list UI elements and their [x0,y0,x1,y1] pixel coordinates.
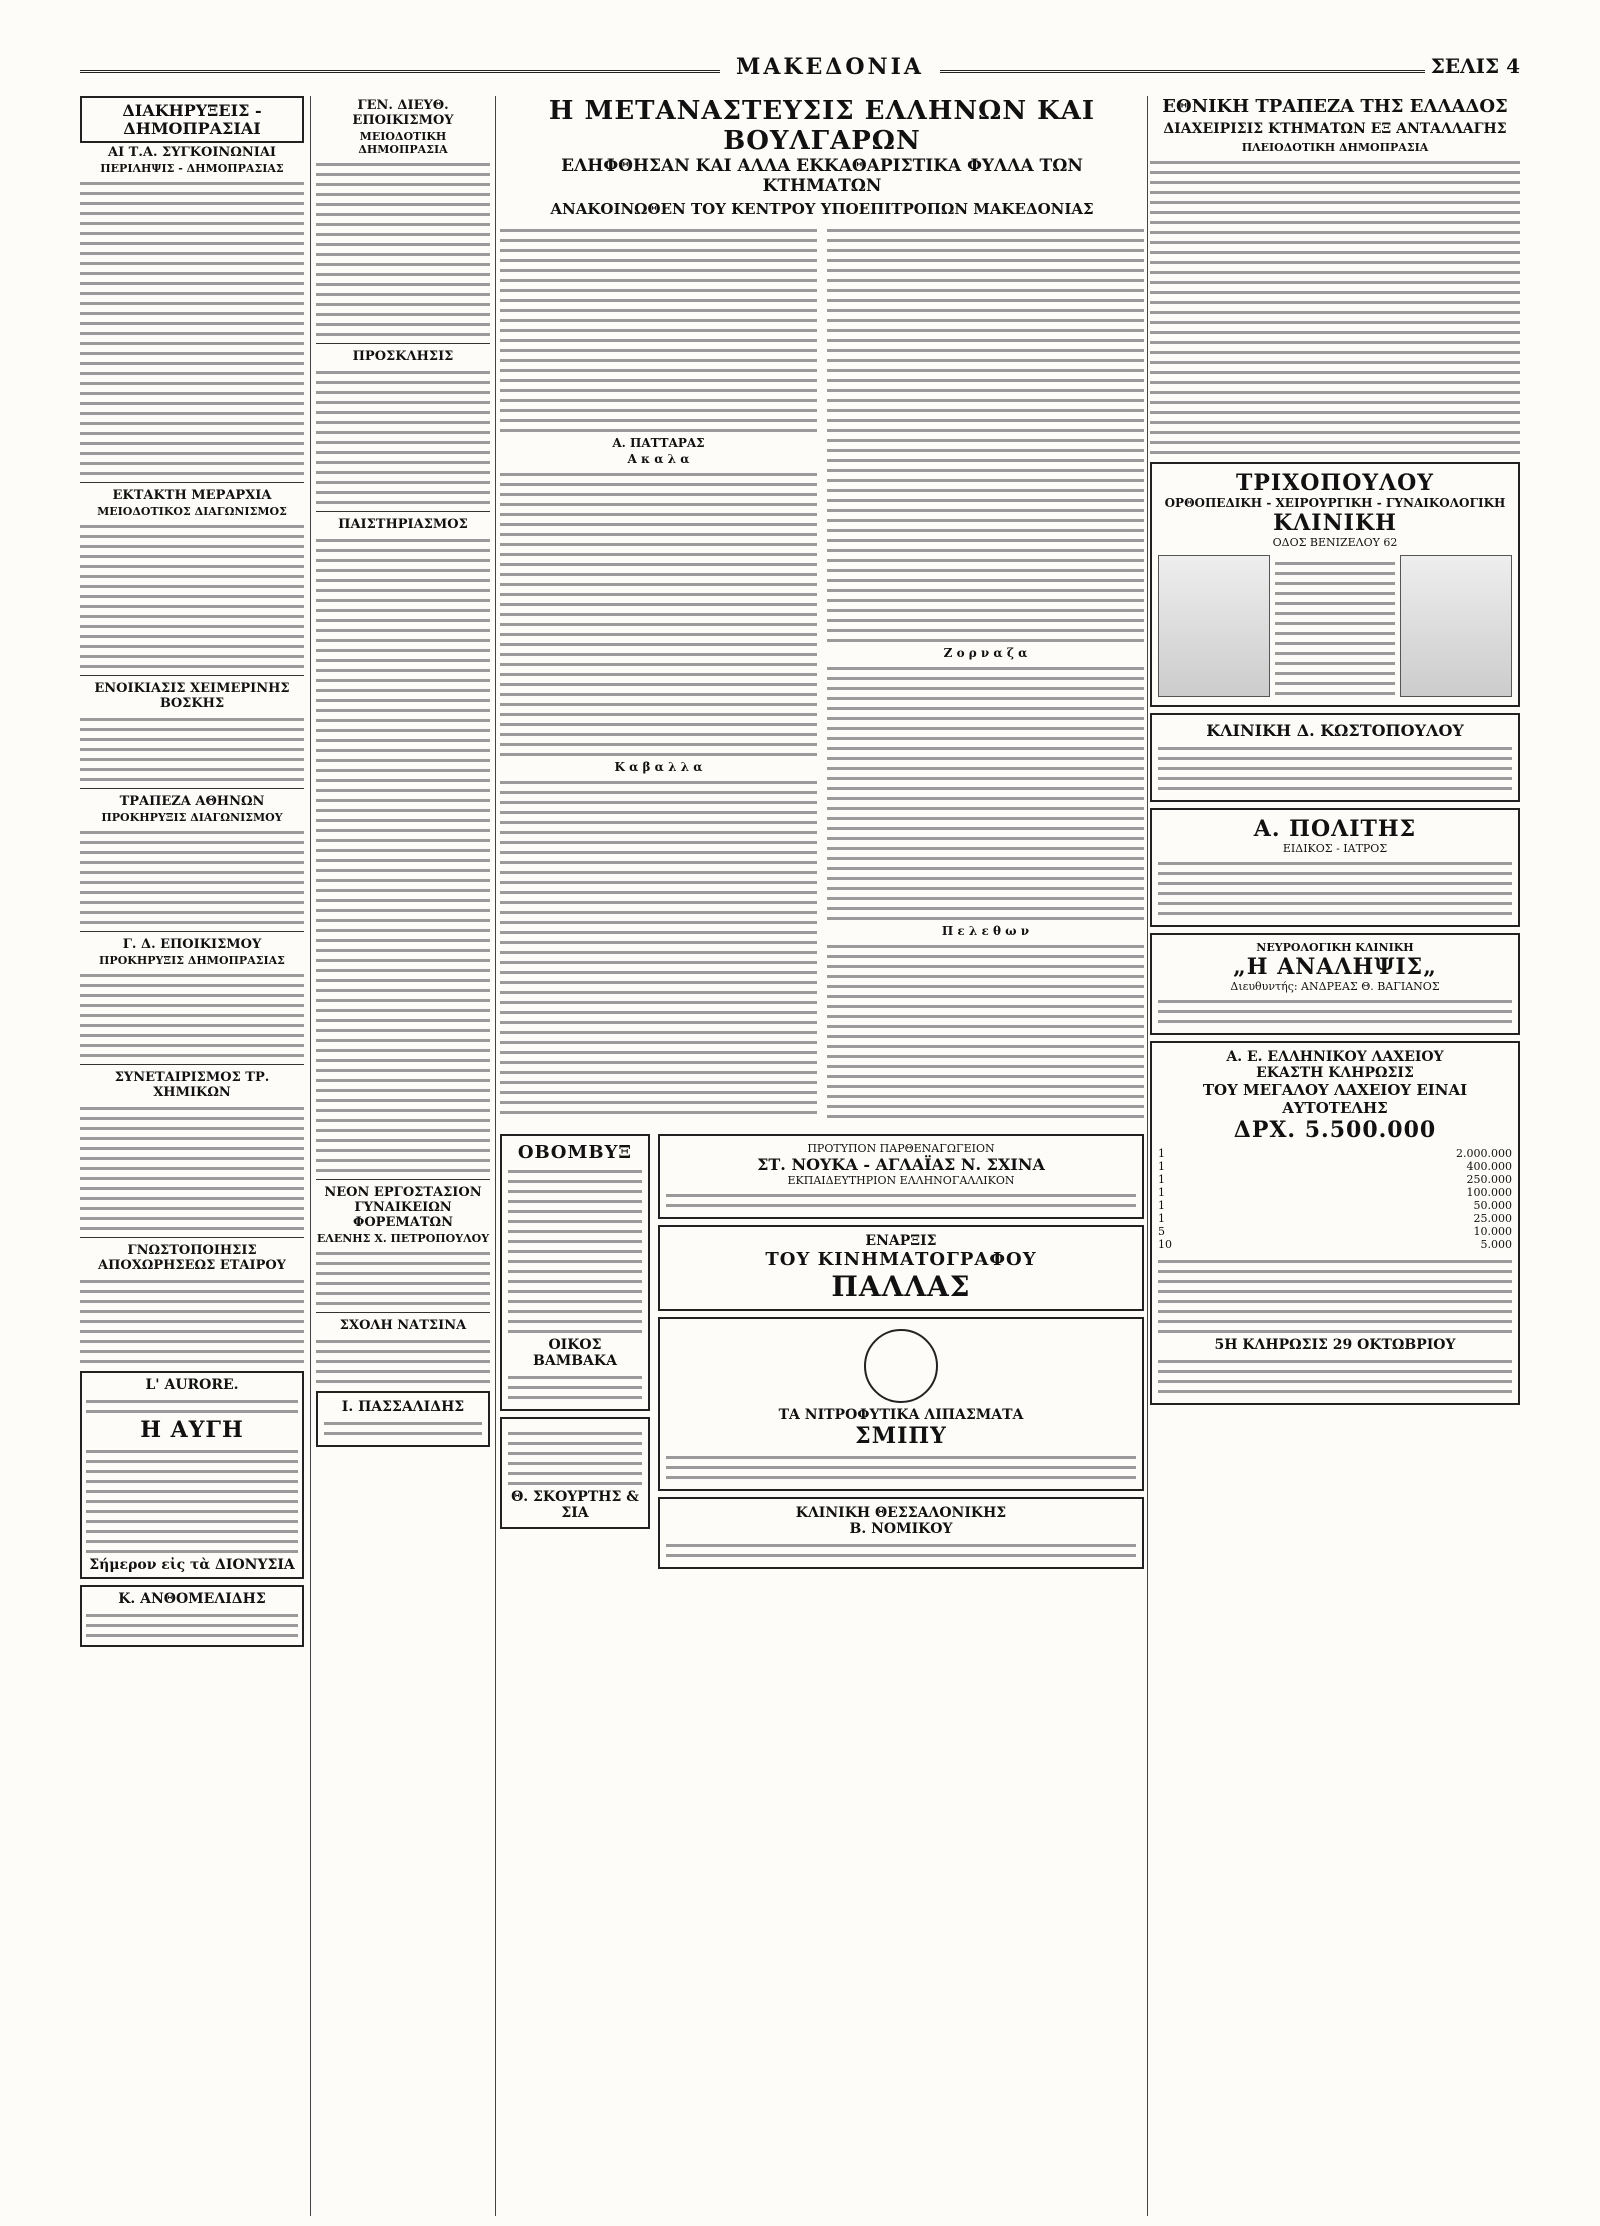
list-column-right [827,222,1144,1122]
notice-title: ΠΡΟΣΚΛΗΣΙΣ [352,349,454,364]
list-entries [827,940,1144,1120]
notice-title: ΑΙ Τ.Α. ΣΥΓΚΟΙΝΩΝΙΑΙ [107,145,277,161]
notice-school [316,1318,490,1385]
notice-text [80,713,304,783]
ad-text [508,1371,642,1401]
prize-amount: 50.000 [1473,1199,1512,1212]
ad-clinic-kostopoulou [1150,713,1520,802]
list-entries [827,662,1144,922]
prize-amount: 25.000 [1473,1212,1512,1225]
notice-factory [316,1185,490,1307]
ad-skourtis [500,1417,650,1529]
ad-text [666,1451,1136,1481]
section-banner: ΔΙΑΚΗΡΥΞΕΙΣ - ΔΗΜΟΠΡΑΣΙΑΙ [80,96,304,143]
clinic2-name: ΚΛΙΝΙΚΗ Δ. ΚΩΣΤΟΠΟΥΛΟΥ [1206,721,1464,740]
ad-dionysia: Σήμερον εἰς τὰ ΔΙΟΝΥΣΙΑ [89,1557,295,1574]
notice-title: ΣΥΝΕΤΑΙΡΙΣΜΟΣ ΤΡ. ΧΗΜΙΚΩΝ [114,1070,270,1101]
lottery-amount: ΔΡΧ. 5.500.000 [1233,1117,1437,1143]
ad-text [666,1189,1136,1209]
ad-text [86,1609,298,1639]
column-notices [316,96,490,1453]
ad-text [1158,1255,1512,1335]
notice-title: ΝΕΟΝ ΕΡΓΟΣΤΑΣΙΟΝ ΓΥΝΑΙΚΕΙΩΝ ΦΟΡΕΜΑΤΩΝ [324,1185,482,1230]
ad-text [86,1395,298,1415]
ad-text [508,1427,642,1487]
notice-text [316,158,490,338]
ad-obomvyx-title: ΟΒΟΜΒΥΞ [517,1142,633,1163]
headline: Η ΜΕΤΑΝΑΣΤΕΥΣΙΣ ΕΛΛΗΝΩΝ ΚΑΙ ΒΟΥΛΓΑΡΩΝ [548,96,1096,156]
doctor-title: ΕΙΔΙΚΟΣ - ΙΑΤΡΟΣ [1282,842,1388,855]
list-entries [827,224,1144,644]
notice-national-bank [1150,96,1520,456]
prize-row [1158,1186,1512,1199]
notice-title: ΕΝΟΙΚΙΑΣΙΣ ΧΕΙΜΕΡΙΝΗΣ ΒΟΣΚΗΣ [94,681,290,712]
ad-doctor-politis [1150,808,1520,927]
neuro-title: ΝΕΥΡΟΛΟΓΙΚΗ ΚΛΙΝΙΚΗ [1256,941,1414,954]
notice-text [80,177,304,477]
notice-text [80,1102,304,1232]
prize-amount: 250.000 [1466,1173,1512,1186]
notice-title: Γ. Δ. ΕΠΟΙΚΙΣΜΟΥ [122,937,262,953]
masthead [80,54,1520,88]
ad-text [1158,995,1512,1025]
bank-subtitle: ΔΙΑΧΕΙΡΙΣΙΣ ΚΤΗΜΑΤΩΝ ΕΞ ΑΝΤΑΛΛΑΓΗΣ [1163,121,1507,137]
prize-count: 10 [1158,1238,1172,1251]
ad-fertilizer-name: ΣΜΙΠΥ [855,1423,947,1449]
notice-text [80,826,304,926]
prize-count: 1 [1158,1160,1165,1173]
notice-invitation [316,349,490,506]
doctor-name: Α. ΠΟΛΙΤΗΣ [1253,816,1417,842]
notice-cooperative [80,1070,304,1232]
ad-passalidis [316,1391,490,1447]
notice-title: ΕΚΤΑΚΤΗ ΜΕΡΑΡΧΙΑ [112,488,272,504]
category-label: Α κ α λ α [627,452,690,466]
prize-amount: 10.000 [1473,1225,1512,1238]
notice-partner [80,1243,304,1365]
ad-clinic-doctor: Β. ΝΟΜΙΚΟΥ [849,1521,953,1537]
notice-subtitle: ΕΛΕΝΗΣ Χ. ΠΕΤΡΟΠΟΥΛΟΥ [316,1232,490,1245]
subheadline: ΕΛΗΦΘΗΣΑΝ ΚΑΙ ΑΛΛΑ ΕΚΚΑΘΑΡΙΣΤΙΚΑ ΦΥΛΛΑ ΤΩΝ ΚΤΗΜΑΤΩΝ [561,156,1083,196]
list-entries [500,776,817,1116]
prize-count: 1 [1158,1199,1165,1212]
notice-text [80,969,304,1059]
ad-school [658,1134,1144,1219]
story-text [500,224,817,434]
ad-text [86,1445,298,1555]
column-divider [310,96,311,2216]
category-label: Ζ ο ρ ν α ζ α [943,646,1028,660]
prize-count: 1 [1158,1147,1165,1160]
property-list [500,222,1144,1122]
notice-text [316,1335,490,1385]
prize-count: 1 [1158,1186,1165,1199]
lottery-title: Α. Ε. ΕΛΛΗΝΙΚΟΥ ΛΑΧΕΙΟΥ [1226,1049,1444,1065]
notice-text [80,1275,304,1365]
ad-skourtis-name: Θ. ΣΚΟΥΡΤΗΣ & ΣΙΑ [511,1489,639,1521]
prize-amount: 5.000 [1480,1238,1512,1251]
notice-settlement-dir [316,98,490,338]
prize-row [1158,1212,1512,1225]
ad-text [508,1165,642,1335]
lottery-subtitle: ΕΚΑΣΤΗ ΚΛΗΡΩΣΙΣ [1256,1065,1414,1081]
subheadline-2: ΑΝΑΚΟΙΝΩΘΕΝ ΤΟΥ ΚΕΝΤΡΟΥ ΥΠΟΕΠΙΤΡΟΠΩΝ ΜΑΚΕΔΟΝΙΑΣ [550,200,1094,218]
ad-clinic-title: ΚΛΙΝΙΚΗ ΘΕΣΣΑΛΟΝΙΚΗΣ [795,1505,1007,1521]
prize-row [1158,1199,1512,1212]
notice-title: ΠΑΙΣΤΗΡΙΑΣΜΟΣ [338,517,468,532]
ad-school-top: ΠΡΟΤΥΠΟΝ ΠΑΡΘΕΝΑΓΩΓΕΙΟΝ [807,1142,995,1155]
notice-text [316,534,490,1174]
ad-neuro-clinic [1150,933,1520,1035]
ad-doctor-name: Κ. ΑΝΘΟΜΕΛΙΔΗΣ [118,1591,266,1608]
illustration-after [1400,555,1512,697]
neuro-name: „Η ΑΝΑΛΗΨΙΣ„ [1233,954,1437,980]
column-main-story [500,96,1144,1575]
prize-row [1158,1238,1512,1251]
prize-table [1158,1147,1512,1251]
column-divider [1147,96,1148,2216]
notice-text [316,1247,490,1307]
ad-aurore [80,1371,304,1579]
notice-subtitle: ΠΕΡΙΛΗΨΙΣ - ΔΗΜΟΠΡΑΣΙΑΣ [100,162,284,176]
prize-count: 1 [1158,1212,1165,1225]
prize-amount: 400.000 [1466,1160,1512,1173]
notice-bank-athens [80,794,304,926]
category-label: Π ε λ ε θ ω ν [941,924,1030,938]
ad-obomvyx [500,1134,650,1411]
ad-text [1158,742,1512,792]
ad-fertilizer-title: ΤΑ ΝΙΤΡΟΦΥΤΙΚΑ ΛΙΠΑΣΜΑΤΑ [778,1407,1024,1423]
ad-text [1158,1355,1512,1395]
notice-title: ΤΡΑΠΕΖΑ ΑΘΗΝΩΝ [119,794,265,810]
bank-text [1150,156,1520,456]
column-announcements [80,96,304,1653]
ad-cinema [658,1225,1144,1311]
clinic-text [1275,557,1395,697]
category-label: Κ α β α λ λ α [614,760,703,774]
notice-title: ΣΧΟΛΗ ΝΑΤΣΙΝΑ [339,1318,467,1333]
notice-division [80,488,304,670]
ad-avgi-title: Η ΑΥΓΗ [140,1417,244,1444]
column-ads [1150,96,1520,1411]
neuro-director: Διευθυντής: ΑΝΔΡΕΑΣ Θ. ΒΑΓΙΑΝΟΣ [1230,980,1440,993]
notice-subtitle: ΜΕΙΟΔΟΤΙΚΟΣ ΔΙΑΓΩΝΙΣΜΟΣ [97,505,287,519]
newspaper-title: ΜΑΚΕΔΟΝΙΑ [720,54,940,80]
prize-row [1158,1160,1512,1173]
lottery-draw-date: 5Η ΚΛΗΡΩΣΙΣ 29 ΟΚΤΩΒΡΙΟΥ [1214,1337,1456,1353]
ad-cinema-title: ΤΟΥ ΚΙΝΗΜΑΤΟΓΡΑΦΟΥ [765,1249,1037,1270]
clinic-label: ΚΛΙΝΙΚΗ [1273,510,1397,536]
ad-fertilizer-logo [864,1329,938,1403]
prize-amount: 100.000 [1466,1186,1512,1199]
byline: Α. ΠΑΤΤΑΡΑΣ [612,436,705,450]
prize-count: 5 [1158,1225,1165,1238]
ad-clinic-nomikou [658,1497,1144,1569]
ad-text [1158,857,1512,917]
prize-row [1158,1225,1512,1238]
prize-row [1158,1173,1512,1186]
notice-grazing [80,681,304,783]
ad-doctor [80,1585,304,1647]
notice-title: ΓΕΝ. ΔΙΕΥΘ. ΕΠΟΙΚΙΣΜΟΥ [352,98,454,128]
lottery-slogan: ΤΟΥ ΜΕΓΑΛΟΥ ΛΑΧΕΙΟΥ ΕΙΝΑΙ ΑΥΤΟΤΕΛΗΣ [1202,1081,1468,1117]
ad-fertilizer [658,1317,1144,1491]
bank-title: ΕΘΝΙΚΗ ΤΡΑΠΕΖΑ ΤΗΣ ΕΛΛΑΔΟΣ [1162,96,1508,117]
ad-cinema-name: ΠΑΛΛΑΣ [831,1270,971,1303]
notice-subtitle: ΠΡΟΚΗΡΥΞΙΣ ΔΗΜΟΠΡΑΣΙΑΣ [99,954,285,968]
ad-lottery [1150,1041,1520,1405]
notice-settlement [80,937,304,1059]
ad-text [666,1539,1136,1559]
notice-text [80,520,304,670]
notice-auction [316,517,490,1174]
ad-school-sub: ΕΚΠΑΙΔΕΥΤΗΡΙΟΝ ΕΛΛΗΝΟΓΑΛΛΙΚΟΝ [787,1174,1015,1187]
page-number: ΣΕΛΙΣ 4 [1425,54,1520,78]
ad-text [324,1417,482,1437]
notice-text [316,366,490,506]
prize-amount: 2.000.000 [1456,1147,1512,1160]
clinic-address: ΟΔΟΣ ΒΕΝΙΖΕΛΟΥ 62 [1272,536,1398,549]
list-entries [500,468,817,758]
prize-row [1158,1147,1512,1160]
ad-passalidis-name: Ι. ΠΑΣΣΑΛΙΔΗΣ [341,1399,465,1415]
clinic-name: ΤΡΙΧΟΠΟΥΛΟΥ [1235,470,1435,496]
bank-subtitle-2: ΠΛΕΙΟΔΟΤΙΚΗ ΔΗΜΟΠΡΑΣΙΑ [1241,141,1429,154]
notice-title: ΓΝΩΣΤΟΠΟΙΗΣΙΣ ΑΠΟΧΩΡΗΣΕΩΣ ΕΤΑΙΡΟΥ [98,1243,286,1274]
illustration-before [1158,555,1270,697]
column-divider [495,96,496,2216]
ad-school-name: ΣΤ. ΝΟΥΚΑ - ΑΓΛΑΪΑΣ Ν. ΣΧΙΝΑ [757,1155,1045,1174]
ad-vamvaka: ΟΙΚΟΣ ΒΑΜΒΑΚΑ [533,1337,617,1369]
ad-aurore-title: L' AURORE. [145,1377,239,1394]
notice-subtitle: ΜΕΙΟΔΟΤΙΚΗ ΔΗΜΟΠΡΑΣΙΑ [358,130,448,156]
clinic-specialties: ΟΡΘΟΠΕΔΙΚΗ - ΧΕΙΡΟΥΡΓΙΚΗ - ΓΥΝΑΙΚΟΛΟΓΙΚΗ [1164,496,1506,510]
notice-subtitle: ΠΡΟΚΗΡΥΞΙΣ ΔΙΑΓΩΝΙΣΜΟΥ [101,811,283,825]
ad-clinic-trichopoulou [1150,462,1520,707]
ad-cinema-top: ΕΝΑΡΞΙΣ [865,1233,937,1249]
list-column-left [500,222,817,1122]
prize-count: 1 [1158,1173,1165,1186]
notice-transport [80,145,304,477]
